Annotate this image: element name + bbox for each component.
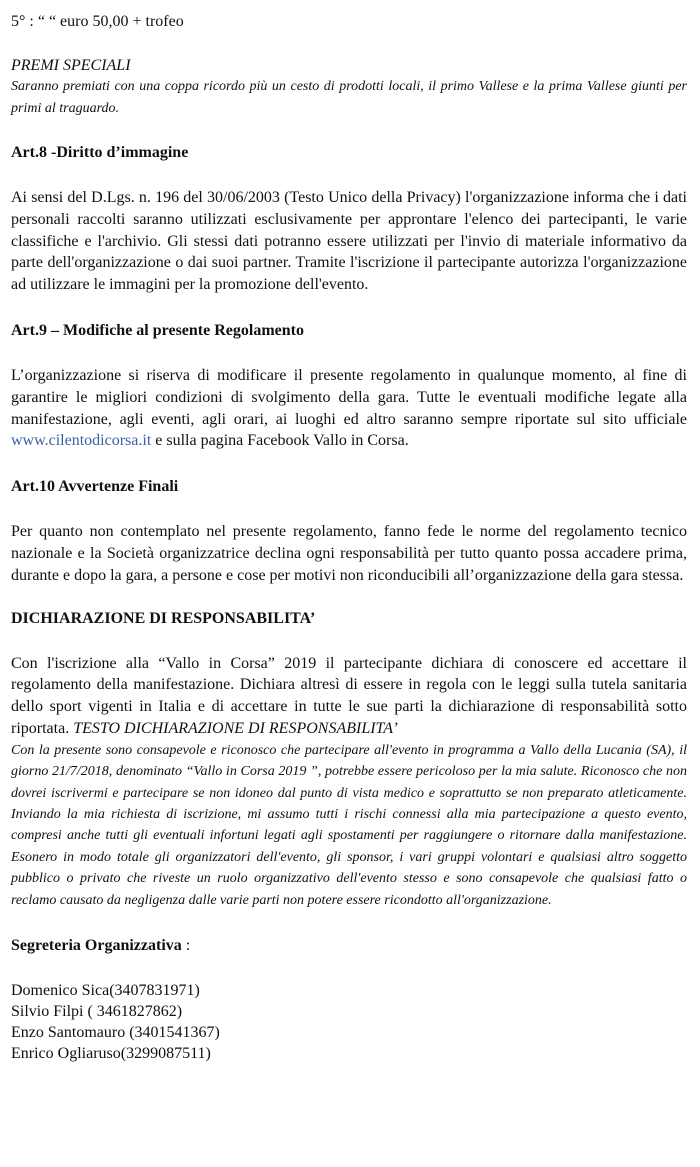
contact-item: Silvio Filpi ( 3461827862) [11, 1003, 183, 1020]
art9-body-text: L’organizzazione si riserva di modificare il presente regolamento in qualunque momento, al fine di garantire le migliori condizioni di svolgimento della gara. Tutte le eventuali modifiche legate alla manifestazione, agli eventi, agli orari, ai luoghi ed altro saranno sempre riportate sul sito ufficiale [11, 366, 687, 428]
secretariat-heading-line [11, 936, 687, 956]
prize-fifth-place: 5° : “ “ euro 50,00 + trofeo [11, 13, 184, 30]
document-page [11, 12, 687, 1064]
website-link[interactable]: www.cilentodicorsa.it [11, 432, 152, 450]
art8-heading: Art.8 -Diritto d’immagine [11, 144, 189, 161]
contact-list [11, 980, 687, 1064]
declaration-intro [11, 653, 687, 740]
declaration-heading: DICHIARAZIONE DI RESPONSABILITA’ [11, 609, 316, 627]
special-prizes-text: Saranno premiati con una coppa ricordo più un cesto di prodotti locali, il primo Vallese e la prima Vallese giunti per primi al traguardo. [11, 79, 687, 116]
special-prizes-title: PREMI SPECIALI [11, 57, 131, 74]
declaration-text-title: TESTO DICHIARAZIONE DI RESPONSABILITA’ [73, 719, 398, 737]
secretariat-heading-colon: : [181, 937, 191, 954]
art9-heading: Art.9 – Modifiche al presente Regolamento [11, 321, 304, 339]
art9-body [11, 365, 687, 452]
art9-body-text-end: e sulla pagina Facebook Vallo in Corsa. [151, 432, 409, 450]
contact-item: Domenico Sica(3407831971) [11, 982, 200, 999]
declaration-legal-text: Con la presente sono consapevole e riconosco che partecipare all'evento in programma a Vallo della Lucania (SA), il giorno 21/7/2018, denominato “Vallo in Corsa 2019 ”, potrebbe essere pericoloso per la mia salute. Riconosco che non dovrei iscrivermi e partecipare se non idoneo dal punto di vista medico e soprattutto se non preparato atleticamente. Inviando la mia richiesta di iscrizione, mi assumo tutti i rischi connessi alla mia partecipazione a questo evento, compresi anche tutti gli eventuali infortuni legati agli spostamenti per raggiungere o ritornare dalla manifestazione. Esonero in modo totale gli organizzatori dell'evento, gli sponsor, i vari gruppi volontari e qualsiasi altro soggetto pubblico o privato che riveste un ruolo organizzativo dell'evento stesso e sono consapevole che qualsiasi fatto o reclamo causato da negligenza dalle varie parti non potere essere ricondotto all'organizzazione. [11, 742, 687, 908]
secretariat-heading: Segreteria Organizzativa [11, 937, 182, 954]
art10-body: Per quanto non contemplato nel presente regolamento, fanno fede le norme del regolamento tecnico nazionale e la Società organizzatrice declina ogni responsabilità per tutto quanto possa accadere prima, durante e dopo la gara, a persone e cose per motivi non riconducibili all’organizzazione della gara stessa. [11, 523, 687, 584]
contact-item: Enzo Santomauro (3401541367) [11, 1024, 220, 1041]
contact-item: Enrico Ogliaruso(3299087511) [11, 1045, 211, 1062]
declaration-intro-text: Con l'iscrizione alla “Vallo in Corsa” 2019 il partecipante dichiara di conoscere ed accettare il regolamento della manifestazione. Dichiara altresì di essere in regola con le leggi sulla tutela sanitaria dello sport vigenti in Italia e di accettare in tutte le sue parti la dichiarazione di responsabilità sotto riportata. [11, 654, 687, 737]
art8-body: Ai sensi del D.Lgs. n. 196 del 30/06/2003 (Testo Unico della Privacy) l'organizzazione informa che i dati personali raccolti saranno utilizzati esclusivamente per approntare l'elenco dei partecipanti, le varie classifiche e l'archivio. Gli stessi dati potranno essere utilizzati per l'invio di materiale informativo da parte dell'organizzazione o dai suoi partner. Tramite l'iscrizione il partecipante autorizza l'organizzazione ad utilizzare le immagini per la promozione dell'evento. [11, 189, 687, 294]
art10-heading: Art.10 Avvertenze Finali [11, 478, 179, 496]
